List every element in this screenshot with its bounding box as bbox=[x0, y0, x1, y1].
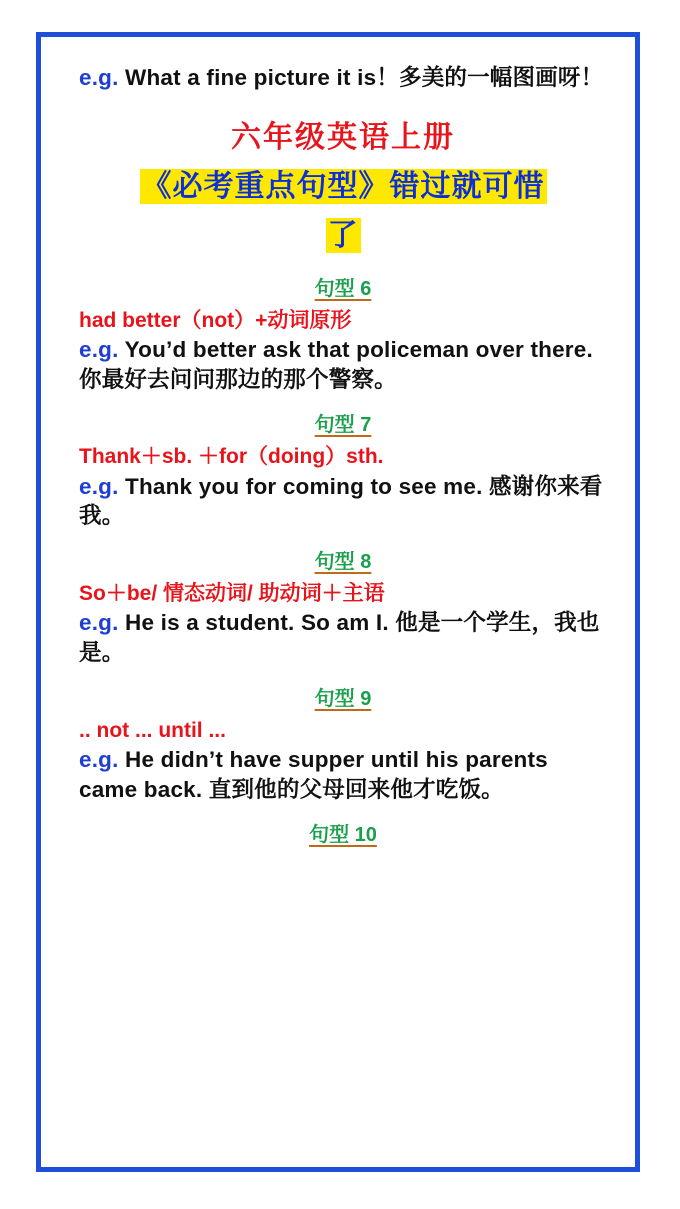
section-9 bbox=[79, 682, 607, 805]
section-6 bbox=[79, 272, 607, 395]
section-pattern: So＋be/ 情态动词/ 助动词＋主语 bbox=[79, 582, 385, 606]
intro-example-text: What a fine picture it is！多美的一幅图画呀！ bbox=[125, 65, 604, 90]
section-heading: 句型 8 bbox=[314, 551, 372, 574]
eg-label: e.g. bbox=[79, 473, 119, 499]
section-heading: 句型 6 bbox=[314, 277, 372, 300]
section-8 bbox=[79, 545, 607, 668]
eg-label: e.g. bbox=[79, 610, 119, 636]
section-example bbox=[79, 608, 607, 667]
section-7 bbox=[79, 408, 607, 531]
section-heading: 句型 9 bbox=[314, 687, 372, 710]
page-subtitle-cont-text: 了 bbox=[327, 218, 359, 252]
section-pattern: had better（not）+动词原形 bbox=[79, 308, 352, 332]
section-example-text: He is a student. So am I. 他是一个学生，我也是。 bbox=[79, 610, 600, 666]
section-pattern: .. not ... until ... bbox=[79, 718, 226, 742]
section-example bbox=[79, 745, 607, 804]
page-subtitle-cont bbox=[79, 213, 607, 258]
title-block bbox=[79, 115, 607, 258]
section-pattern: Thank＋sb. ＋for（doing）sth. bbox=[79, 445, 384, 469]
eg-label: e.g. bbox=[79, 747, 119, 772]
page-subtitle-text: 《必考重点句型》错过就可惜 bbox=[141, 169, 545, 203]
eg-label: e.g. bbox=[79, 65, 119, 90]
eg-label: e.g. bbox=[79, 336, 119, 362]
intro-example bbox=[79, 63, 607, 93]
section-example bbox=[79, 472, 607, 531]
page-title: 六年级英语上册 bbox=[231, 120, 455, 154]
section-example-text: He didn’t have supper until his parents came back. 直到他的父母回来他才吃饭。 bbox=[79, 747, 548, 802]
document-page bbox=[36, 32, 640, 1172]
section-example-text: You’d better ask that policeman over there. 你最好去问问那边的那个警察。 bbox=[79, 336, 593, 392]
page-subtitle bbox=[79, 164, 607, 209]
document-content bbox=[79, 63, 607, 853]
section-example bbox=[79, 335, 607, 394]
section-heading: 句型 10 bbox=[309, 824, 377, 847]
section-example-text: Thank you for coming to see me. 感谢你来看我。 bbox=[79, 473, 603, 529]
section-10 bbox=[79, 818, 607, 847]
section-heading: 句型 7 bbox=[314, 414, 372, 437]
